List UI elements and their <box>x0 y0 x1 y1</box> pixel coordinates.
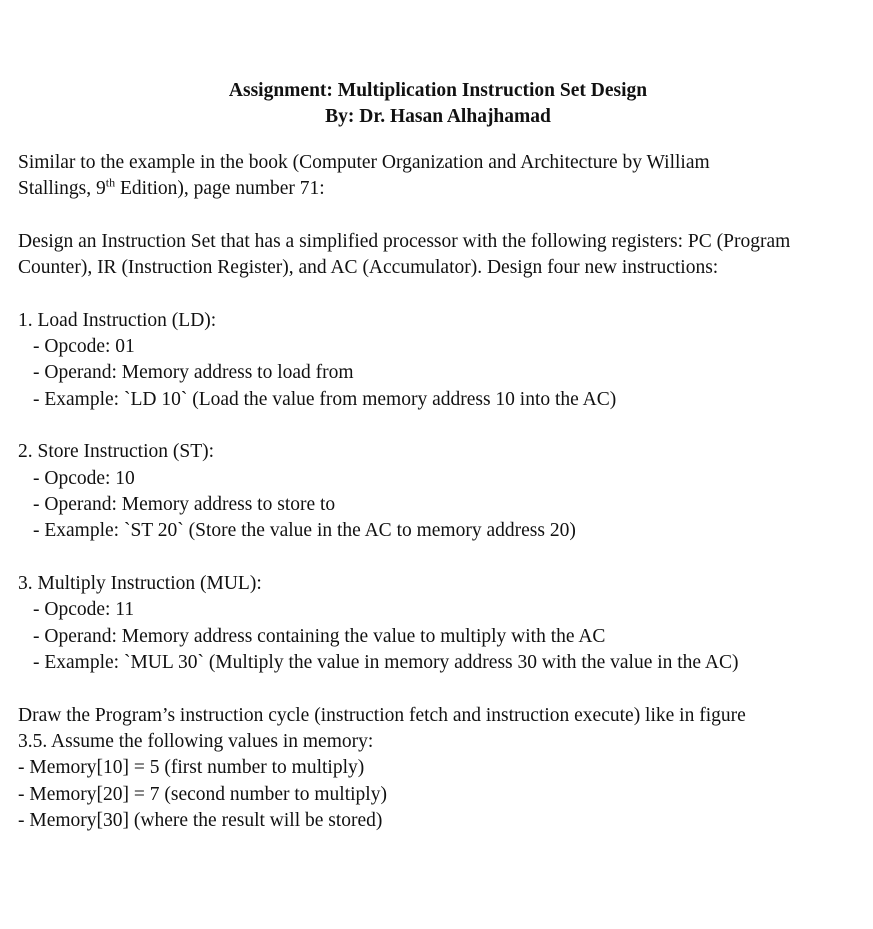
instruction-opcode: - Opcode: 10 <box>33 467 135 489</box>
instruction-heading: 2. Store Instruction (ST): <box>18 441 215 463</box>
instruction-operand: - Operand: Memory address to store to <box>33 494 336 516</box>
title-block <box>18 78 858 130</box>
ordinal-suffix: th <box>105 175 116 190</box>
intro-line-2-start: Stallings, 9 <box>18 178 106 200</box>
instruction-multiply <box>18 571 858 677</box>
intro-paragraph <box>18 150 858 203</box>
instruction-heading: 1. Load Instruction (LD): <box>18 309 217 331</box>
instruction-heading: 3. Multiply Instruction (MUL): <box>18 572 262 594</box>
instruction-example: - Example: `MUL 30` (Multiply the value in memory address 30 with the value in the AC) <box>33 652 739 674</box>
document-title: Assignment: Multiplication Instruction Set Design <box>228 80 648 101</box>
intro-line-1: Similar to the example in the book (Computer Organization and Architecture by William <box>18 152 710 173</box>
task-line-1: Draw the Program’s instruction cycle (instruction fetch and instruction execute) like in figure <box>18 704 746 726</box>
instruction-operand: - Operand: Memory address containing the value to multiply with the AC <box>33 625 606 647</box>
intro-line-2-end: Edition), page number 71: <box>115 178 325 200</box>
memory-item: - Memory[10] = 5 (first number to multiply) <box>18 757 365 779</box>
instruction-example: - Example: `ST 20` (Store the value in the AC to memory address 20) <box>33 520 576 542</box>
memory-item: - Memory[20] = 7 (second number to multiply) <box>18 783 387 805</box>
design-paragraph <box>18 229 858 282</box>
intro-line-2 <box>18 176 858 202</box>
task-line-2: 3.5. Assume the following values in memory: <box>18 730 374 752</box>
design-line-2: Counter), IR (Instruction Register), and AC (Accumulator). Design four new instructions: <box>18 257 719 279</box>
design-line-1: Design an Instruction Set that has a simplified processor with the following registers: PC (Program <box>18 230 791 252</box>
task-paragraph <box>18 703 858 835</box>
instruction-opcode: - Opcode: 11 <box>33 599 135 621</box>
instruction-load <box>18 308 858 414</box>
instruction-store <box>18 439 858 545</box>
document-page <box>18 78 858 861</box>
instruction-example: - Example: `LD 10` (Load the value from memory address 10 into the AC) <box>33 388 617 410</box>
document-author: By: Dr. Hasan Alhajhamad <box>325 106 551 127</box>
instruction-opcode: - Opcode: 01 <box>33 336 135 358</box>
memory-item: - Memory[30] (where the result will be stored) <box>18 810 383 832</box>
instruction-operand: - Operand: Memory address to load from <box>33 362 354 384</box>
